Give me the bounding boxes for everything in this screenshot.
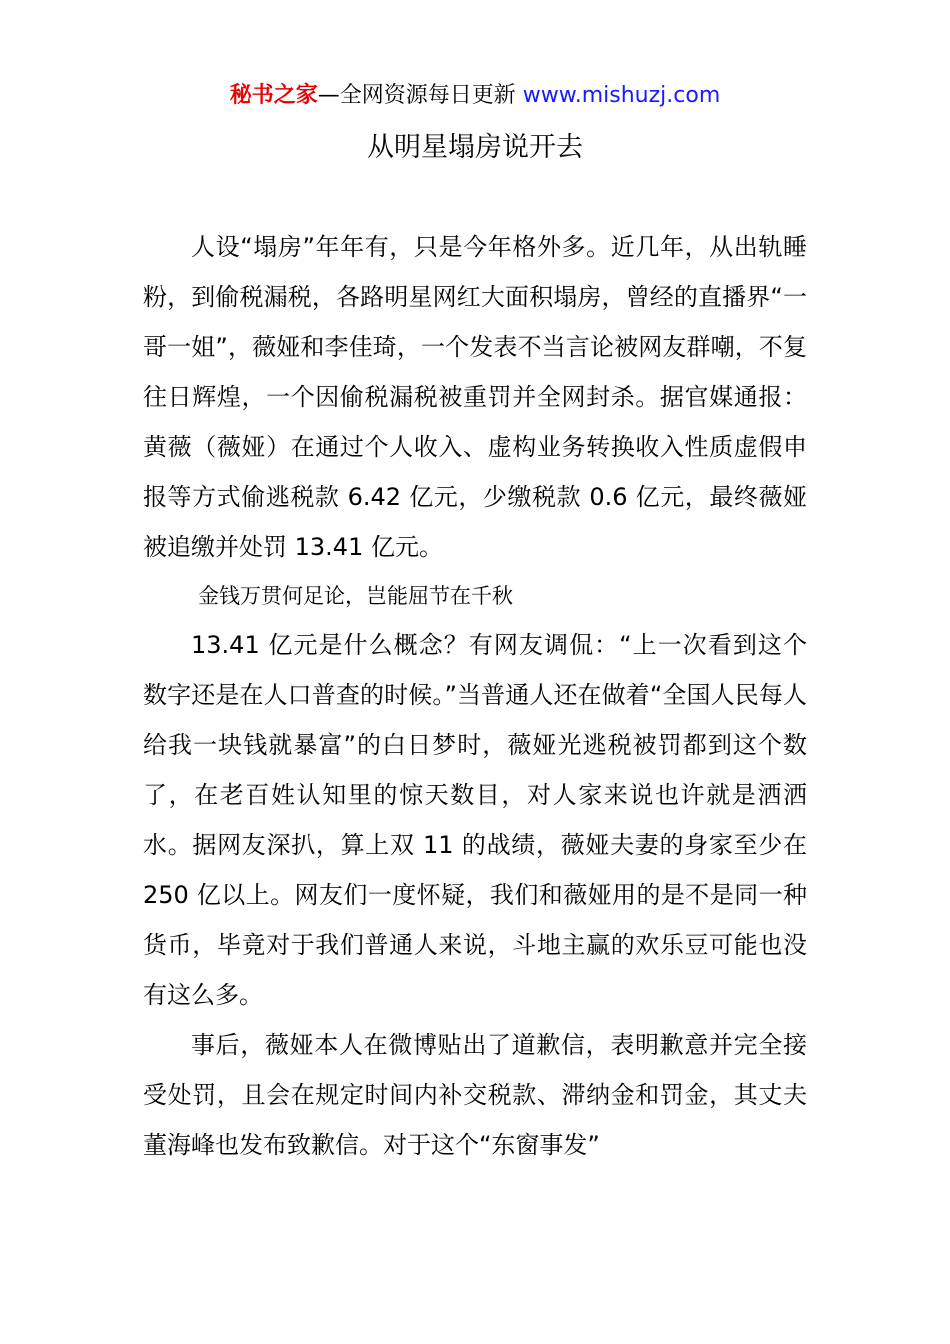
article-title: 从明星塌房说开去	[367, 132, 583, 163]
section-heading: 金钱万贯何足论，岂能屈节在千秋	[198, 584, 513, 608]
site-url-link[interactable]: www.mishuzj.com	[522, 83, 721, 108]
article-body	[143, 222, 807, 1170]
site-header	[0, 80, 950, 112]
paragraph-apology: 事后，薇娅本人在微博贴出了道歉信，表明歉意并完全接受处罚，且会在规定时间内补交税款、滞纳金和罚金，其丈夫董海峰也发布致歉信。对于这个“东窗事发”	[143, 1031, 807, 1159]
paragraph-intro: 人设“塌房”年年有，只是今年格外多。近几年，从出轨睡粉，到偷税漏税，各路明星网红大面积塌房，曾经的直播界“一哥一姐”，薇娅和李佳琦，一个发表不当言论被网友群嘲，不复往日辉煌，一个因偷税漏税被重罚并全网封杀。据官媒通报：黄薇（薇娅）在通过个人收入、虚构业务转换收入性质虚假申报等方式偷逃税款 6.42 亿元，少缴税款 0.6 亿元，最终薇娅被追缴并处罚 13.41 亿元。	[143, 233, 807, 561]
brand-name: 秘书之家	[229, 83, 318, 108]
paragraph-fine-meaning: 13.41 亿元是什么概念？有网友调侃：“上一次看到这个数字还是在人口普查的时候。”当普通人还在做着“全国人民每人给我一块钱就暴富”的白日梦时，薇娅光逃税被罚都到这个数了，在老百姓认知里的惊天数目，对人家来说也许就是洒洒水。据网友深扒，算上双 11 的战绩，薇娅夫妻的身家至少在 250 亿以上。网友们一度怀疑，我们和薇娅用的是不是同一种货币，毕竟对于我们普通人来说，斗地主赢的欢乐豆可能也没有这么多。	[143, 631, 807, 1009]
header-tagline: —全网资源每日更新	[317, 83, 523, 108]
